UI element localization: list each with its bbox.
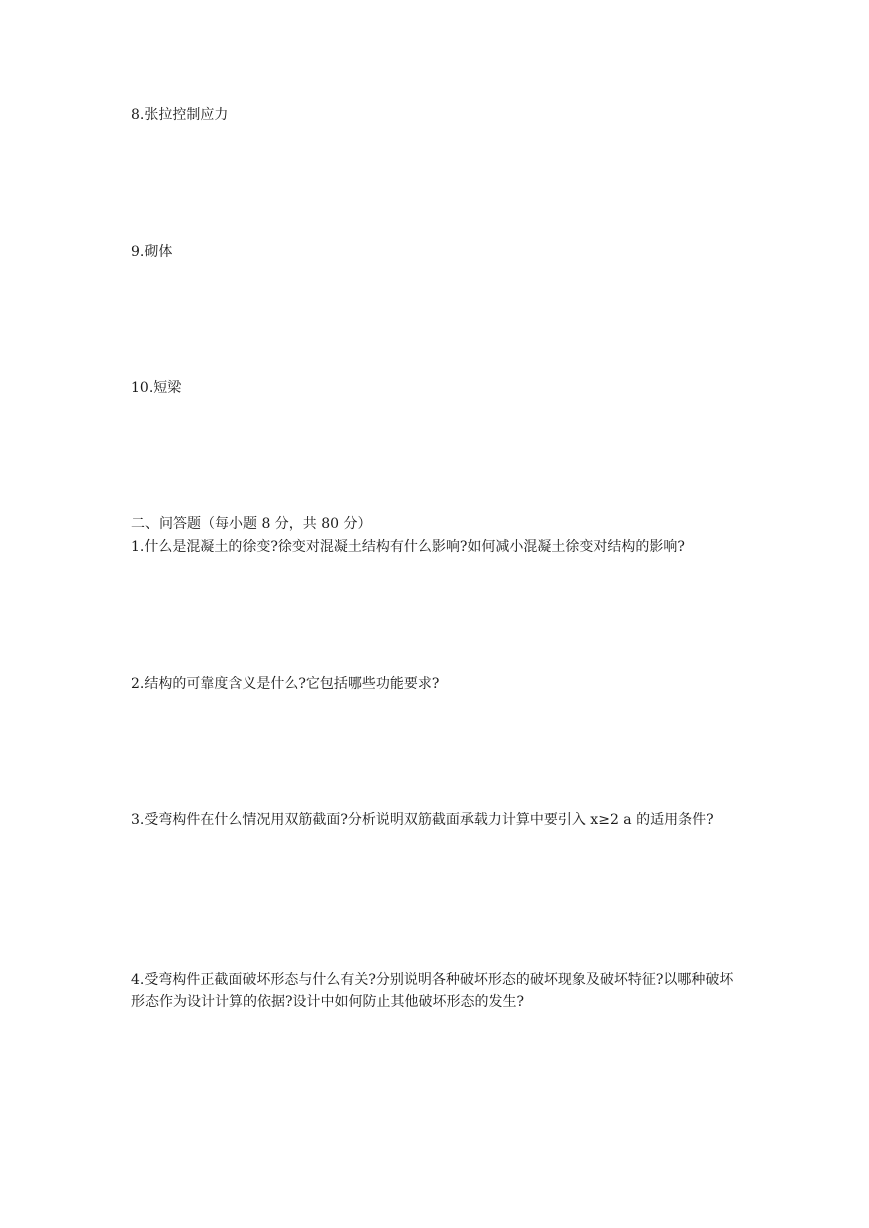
question-3: 3.受弯构件在什么情况用双筋截面?分析说明双筋截面承载力计算中要引入 x≥2 a 的适用条件? <box>131 812 714 828</box>
question-2: 2.结构的可靠度含义是什么?它包括哪些功能要求? <box>131 676 440 692</box>
question-4: 4.受弯构件正截面破坏形态与什么有关?分别说明各种破坏形态的破坏现象及破坏特征?以哪种破坏形态作为设计计算的依据?设计中如何防止其他破坏形态的发生? <box>131 972 734 1010</box>
section-heading: 二、问答题（每小题 8 分，共 80 分） <box>131 516 372 532</box>
term-10: 10.短梁 <box>131 380 182 396</box>
term-9: 9.砌体 <box>131 244 173 260</box>
term-8: 8.张拉控制应力 <box>131 107 229 123</box>
question-1: 1.什么是混凝土的徐变?徐变对混凝土结构有什么影响?如何减小混凝土徐变对结构的影响? <box>131 539 685 555</box>
